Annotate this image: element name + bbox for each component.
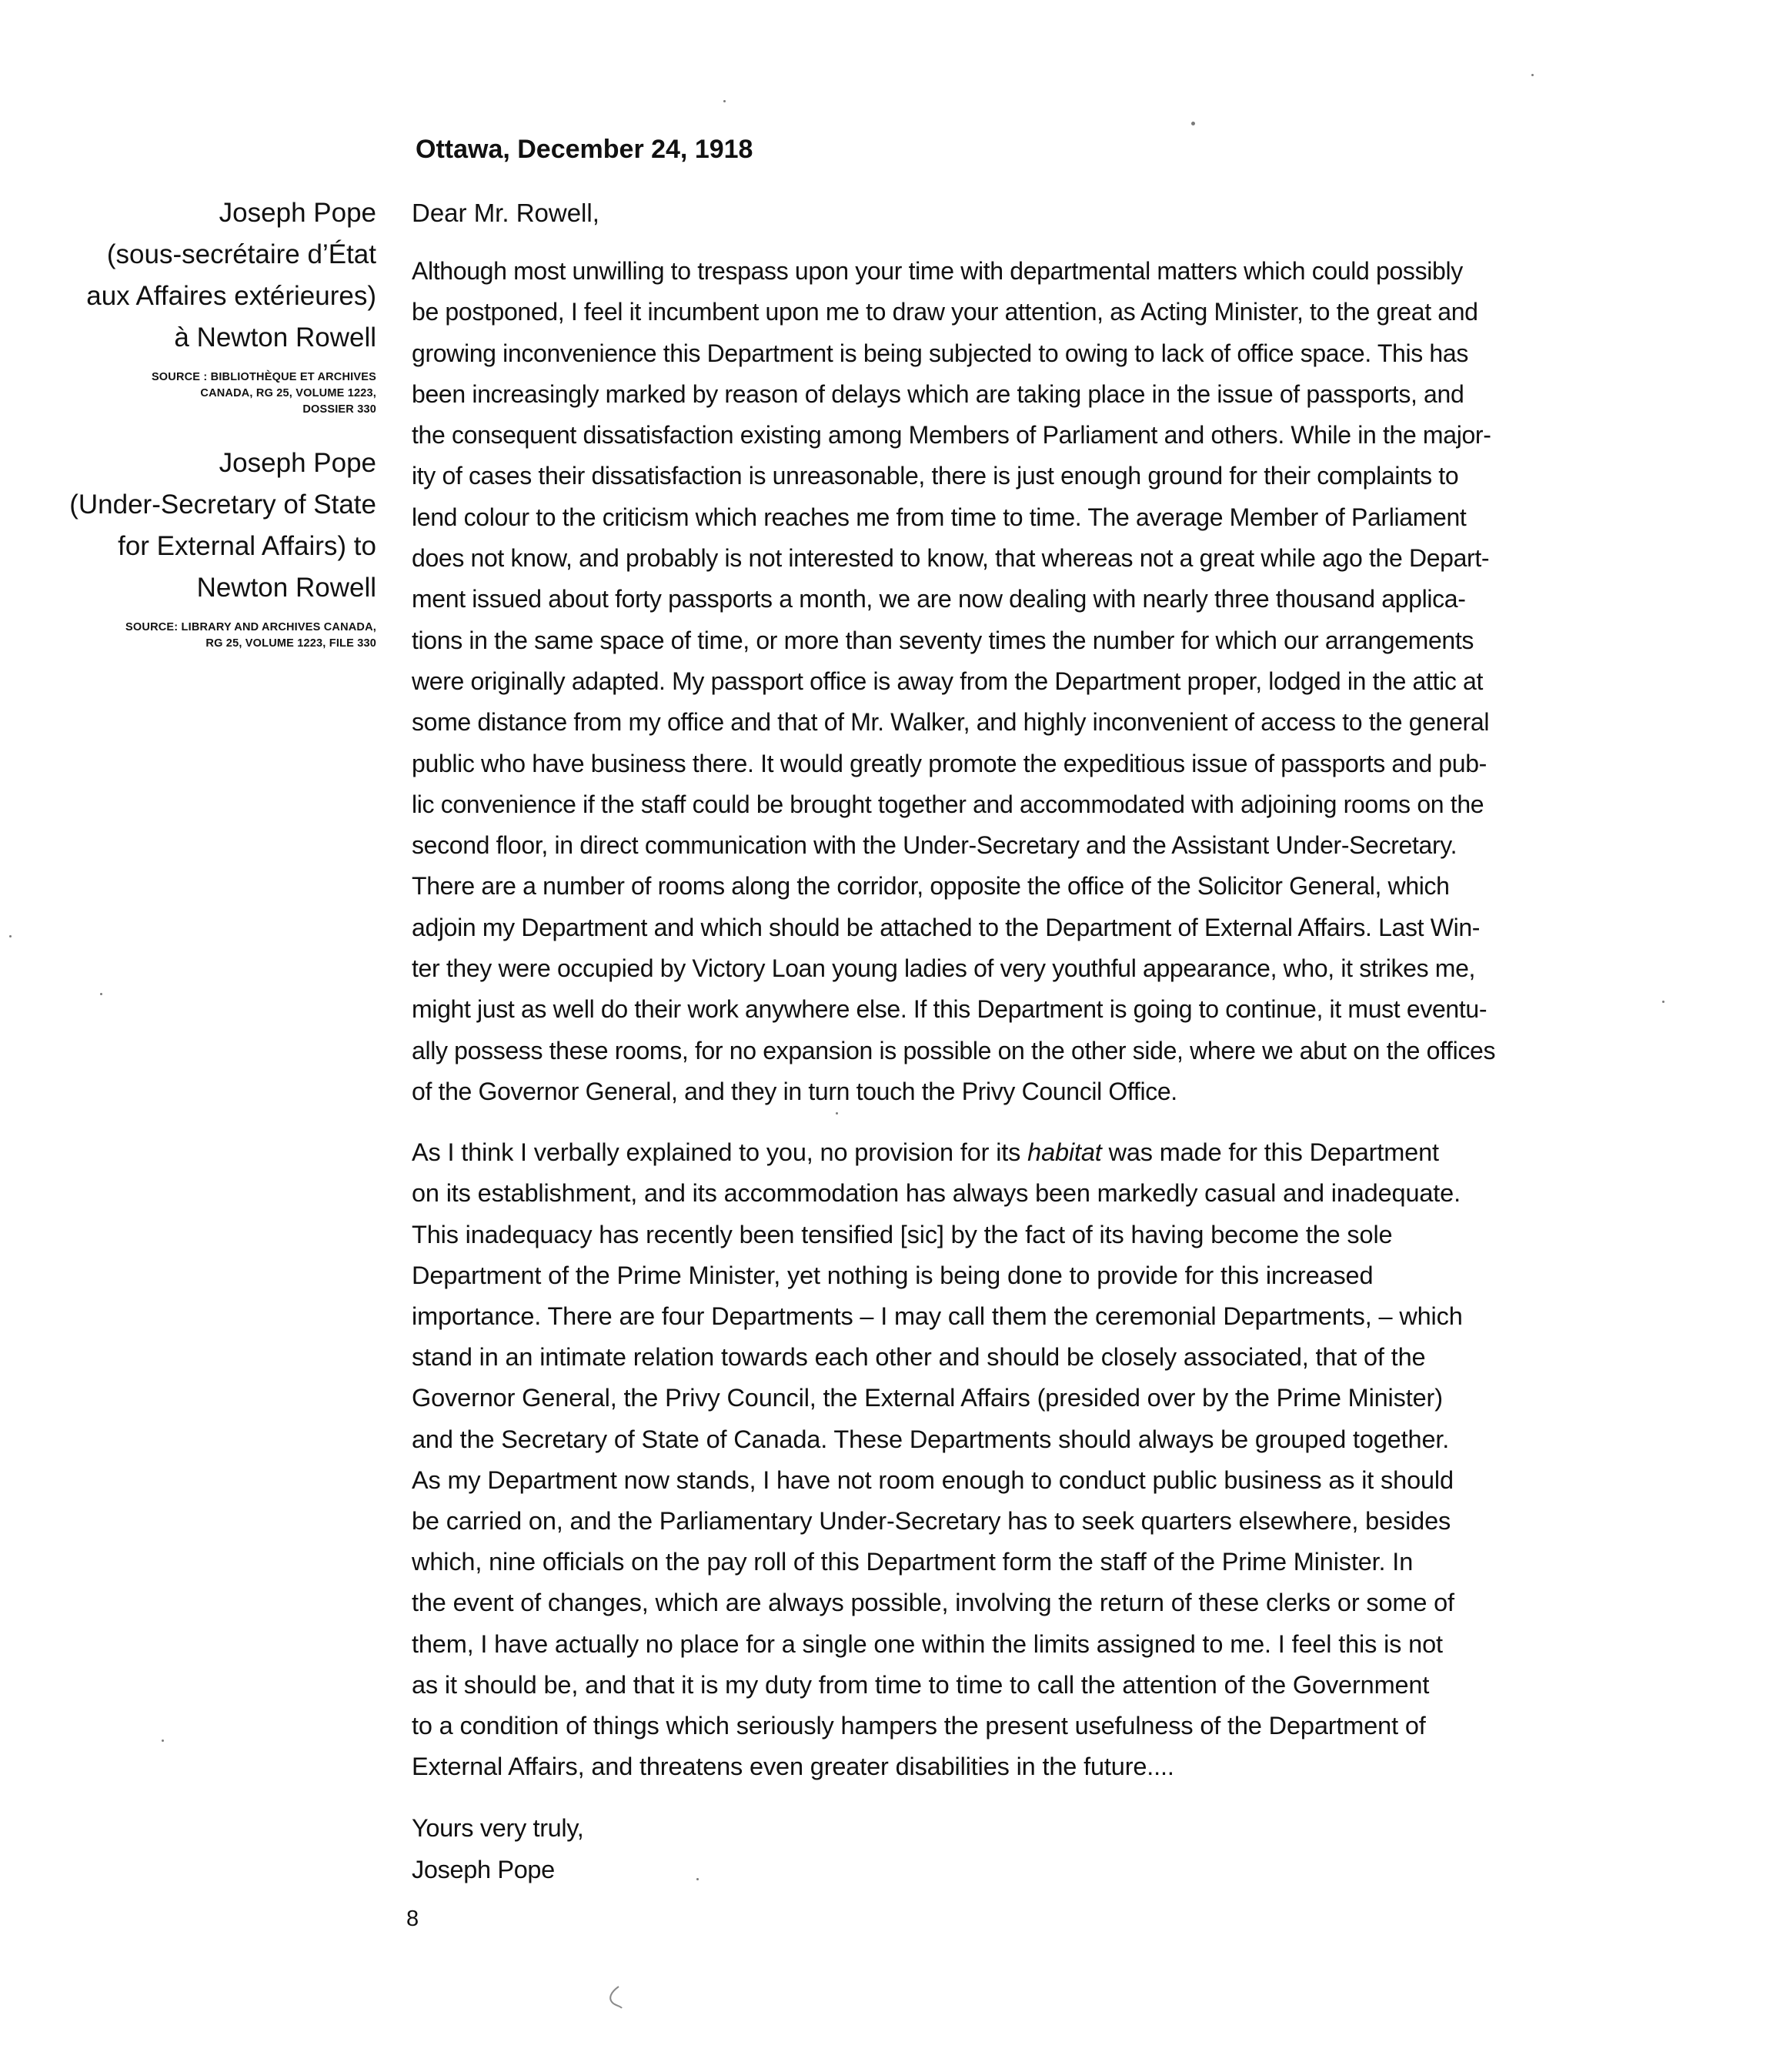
paragraph-line: stand in an intimate relation towards each other and should be closely associated, that of the xyxy=(412,1343,1426,1372)
paragraph-line: ity of cases their dissatisfaction is unreasonable, there is just enough ground for their complaints to xyxy=(412,462,1459,490)
sidebar-title-line: Newton Rowell xyxy=(196,573,376,603)
paragraph-line: growing inconvenience this Department is being subjected to owing to lack of office space. This has xyxy=(412,339,1468,367)
letter-body xyxy=(412,192,1554,1890)
paragraph-line: public who have business there. It would greatly promote the expeditious issue of passports and pub- xyxy=(412,749,1487,777)
scan-speck xyxy=(1191,122,1195,125)
sidebar-title-line: Joseph Pope xyxy=(219,448,376,478)
paragraph-line: ally possess these rooms, for no expansion is possible on the other side, where we abut on the offices xyxy=(412,1036,1496,1064)
scan-speck xyxy=(100,993,102,995)
letter-signature: Joseph Pope xyxy=(412,1856,555,1884)
sidebar-french-title xyxy=(15,192,376,359)
letter-paragraph-2 xyxy=(412,1132,1554,1787)
paragraph-line: Department of the Prime Minister, yet nothing is being done to provide for this increased xyxy=(412,1261,1374,1289)
paragraph-line: tions in the same space of time, or more than seventy times the number for which our arrangements xyxy=(412,626,1474,654)
paragraph-line: might just as well do their work anywhere else. If this Department is going to continue, it must eventu- xyxy=(412,995,1488,1024)
scan-speck xyxy=(162,1739,164,1742)
sidebar-french-note xyxy=(15,192,376,418)
scan-speck xyxy=(696,1878,699,1880)
paragraph-text: As I think I verbally explained to you, no provision for its xyxy=(412,1138,1028,1167)
paragraph-italic-text: habitat xyxy=(1027,1138,1102,1167)
paragraph-line: does not know, and probably is not interested to know, that whereas not a great while ago the Depart- xyxy=(412,544,1490,573)
paragraph-line: External Affairs, and threatens even greater disabilities in the future.... xyxy=(412,1753,1174,1781)
paragraph-line: the event of changes, which are always possible, involving the return of these clerks or some of xyxy=(412,1589,1454,1617)
paragraph-first-line xyxy=(412,1132,1554,1173)
paragraph-line: some distance from my office and that of Mr. Walker, and highly inconvenient of access to the general xyxy=(412,708,1490,737)
paragraph-line: as it should be, and that it is my duty from time to time to call the attention of the Government xyxy=(412,1670,1430,1699)
sidebar-title-line: (Under-Secretary of State xyxy=(69,490,376,520)
paragraph-line: As my Department now stands, I have not room enough to conduct public business as it should xyxy=(412,1465,1454,1494)
paragraph-line: ter they were occupied by Victory Loan young ladies of very youthful appearance, who, it strikes me, xyxy=(412,954,1476,983)
page-number: 8 xyxy=(406,1907,419,1931)
sidebar-english-source xyxy=(15,620,376,652)
sidebar-source-line: SOURCE: LIBRARY AND ARCHIVES CANADA, xyxy=(125,621,376,633)
sidebar-source-line: RG 25, VOLUME 1223, FILE 330 xyxy=(205,637,376,650)
paragraph-line: them, I have actually no place for a single one within the limits assigned to me. I feel this is not xyxy=(412,1629,1443,1658)
letter-closing: Yours very truly, xyxy=(412,1814,584,1843)
sidebar-french-source xyxy=(15,369,376,418)
paragraph-line: on its establishment, and its accommodation has always been markedly casual and inadequate. xyxy=(412,1179,1461,1208)
scan-speck xyxy=(723,100,726,102)
sidebar-title-line: for External Affairs) to xyxy=(118,531,376,561)
paragraph-line: the consequent dissatisfaction existing among Members of Parliament and others. While in the major- xyxy=(412,421,1491,449)
paragraph-line: second floor, in direct communication with the Under-Secretary and the Assistant Under-Secretary. xyxy=(412,831,1457,860)
scan-speck xyxy=(836,1112,838,1115)
paragraph-line: be postponed, I feel it incumbent upon me to draw your attention, as Acting Minister, to the great and xyxy=(412,298,1478,326)
paragraph-line: been increasingly marked by reason of delays which are taking place in the issue of passports, and xyxy=(412,379,1464,408)
letter-date-heading: Ottawa, December 24, 1918 xyxy=(416,135,753,164)
scan-mark xyxy=(603,1984,626,2010)
scan-speck xyxy=(1531,74,1534,76)
letter-closing-block xyxy=(412,1807,1554,1890)
paragraph-line: There are a number of rooms along the corridor, opposite the office of the Solicitor General, which xyxy=(412,872,1450,901)
sidebar-title-line: aux Affaires extérieures) xyxy=(86,281,376,311)
paragraph-text: was made for this Department xyxy=(1101,1138,1439,1167)
paragraph-line: This inadequacy has recently been tensified [sic] by the fact of its having become the sole xyxy=(412,1220,1393,1248)
sidebar-title-line: (sous-secrétaire d’État xyxy=(106,239,376,269)
paragraph-line: ment issued about forty passports a month, we are now dealing with nearly three thousand applica- xyxy=(412,585,1466,613)
paragraph-line: Although most unwilling to trespass upon your time with departmental matters which could possibly xyxy=(412,257,1463,285)
letter-paragraph-1 xyxy=(412,251,1554,1112)
paragraph-line: be carried on, and the Parliamentary Under-Secretary has to seek quarters elsewhere, besides xyxy=(412,1507,1451,1536)
paragraph-line: of the Governor General, and they in turn touch the Privy Council Office. xyxy=(412,1077,1177,1105)
sidebar-title-line: Joseph Pope xyxy=(219,198,376,228)
paragraph-line: and the Secretary of State of Canada. These Departments should always be grouped together. xyxy=(412,1425,1450,1453)
sidebar-title-line: à Newton Rowell xyxy=(174,322,376,353)
sidebar-source-line: SOURCE : BIBLIOTHÈQUE ET ARCHIVES xyxy=(151,371,376,383)
paragraph-line: lic convenience if the staff could be brought together and accommodated with adjoining rooms on the xyxy=(412,790,1484,818)
paragraph-line: were originally adapted. My passport office is away from the Department proper, lodged in the attic at xyxy=(412,667,1484,695)
paragraph-line: lend colour to the criticism which reaches me from time to time. The average Member of Parliament xyxy=(412,503,1467,531)
sidebar-english-title xyxy=(15,443,376,609)
sidebar-source-line: CANADA, RG 25, VOLUME 1223, xyxy=(200,387,376,399)
paragraph-line: Governor General, the Privy Council, the External Affairs (presided over by the Prime Minister) xyxy=(412,1384,1443,1412)
letter-salutation: Dear Mr. Rowell, xyxy=(412,199,599,227)
scan-speck xyxy=(9,935,12,937)
paragraph-line: adjoin my Department and which should be attached to the Department of External Affairs. Last Win- xyxy=(412,913,1481,941)
paragraph-line: importance. There are four Departments – I may call them the ceremonial Departments, – which xyxy=(412,1302,1463,1331)
scan-speck xyxy=(1662,1001,1664,1003)
paragraph-line: which, nine officials on the pay roll of this Department form the staff of the Prime Minister. In xyxy=(412,1548,1414,1576)
sidebar-english-note xyxy=(15,443,376,652)
paragraph-line: to a condition of things which seriously hampers the present usefulness of the Department of xyxy=(412,1712,1426,1740)
sidebar-source-line: DOSSIER 330 xyxy=(302,403,376,416)
sidebar-notes xyxy=(15,192,376,677)
